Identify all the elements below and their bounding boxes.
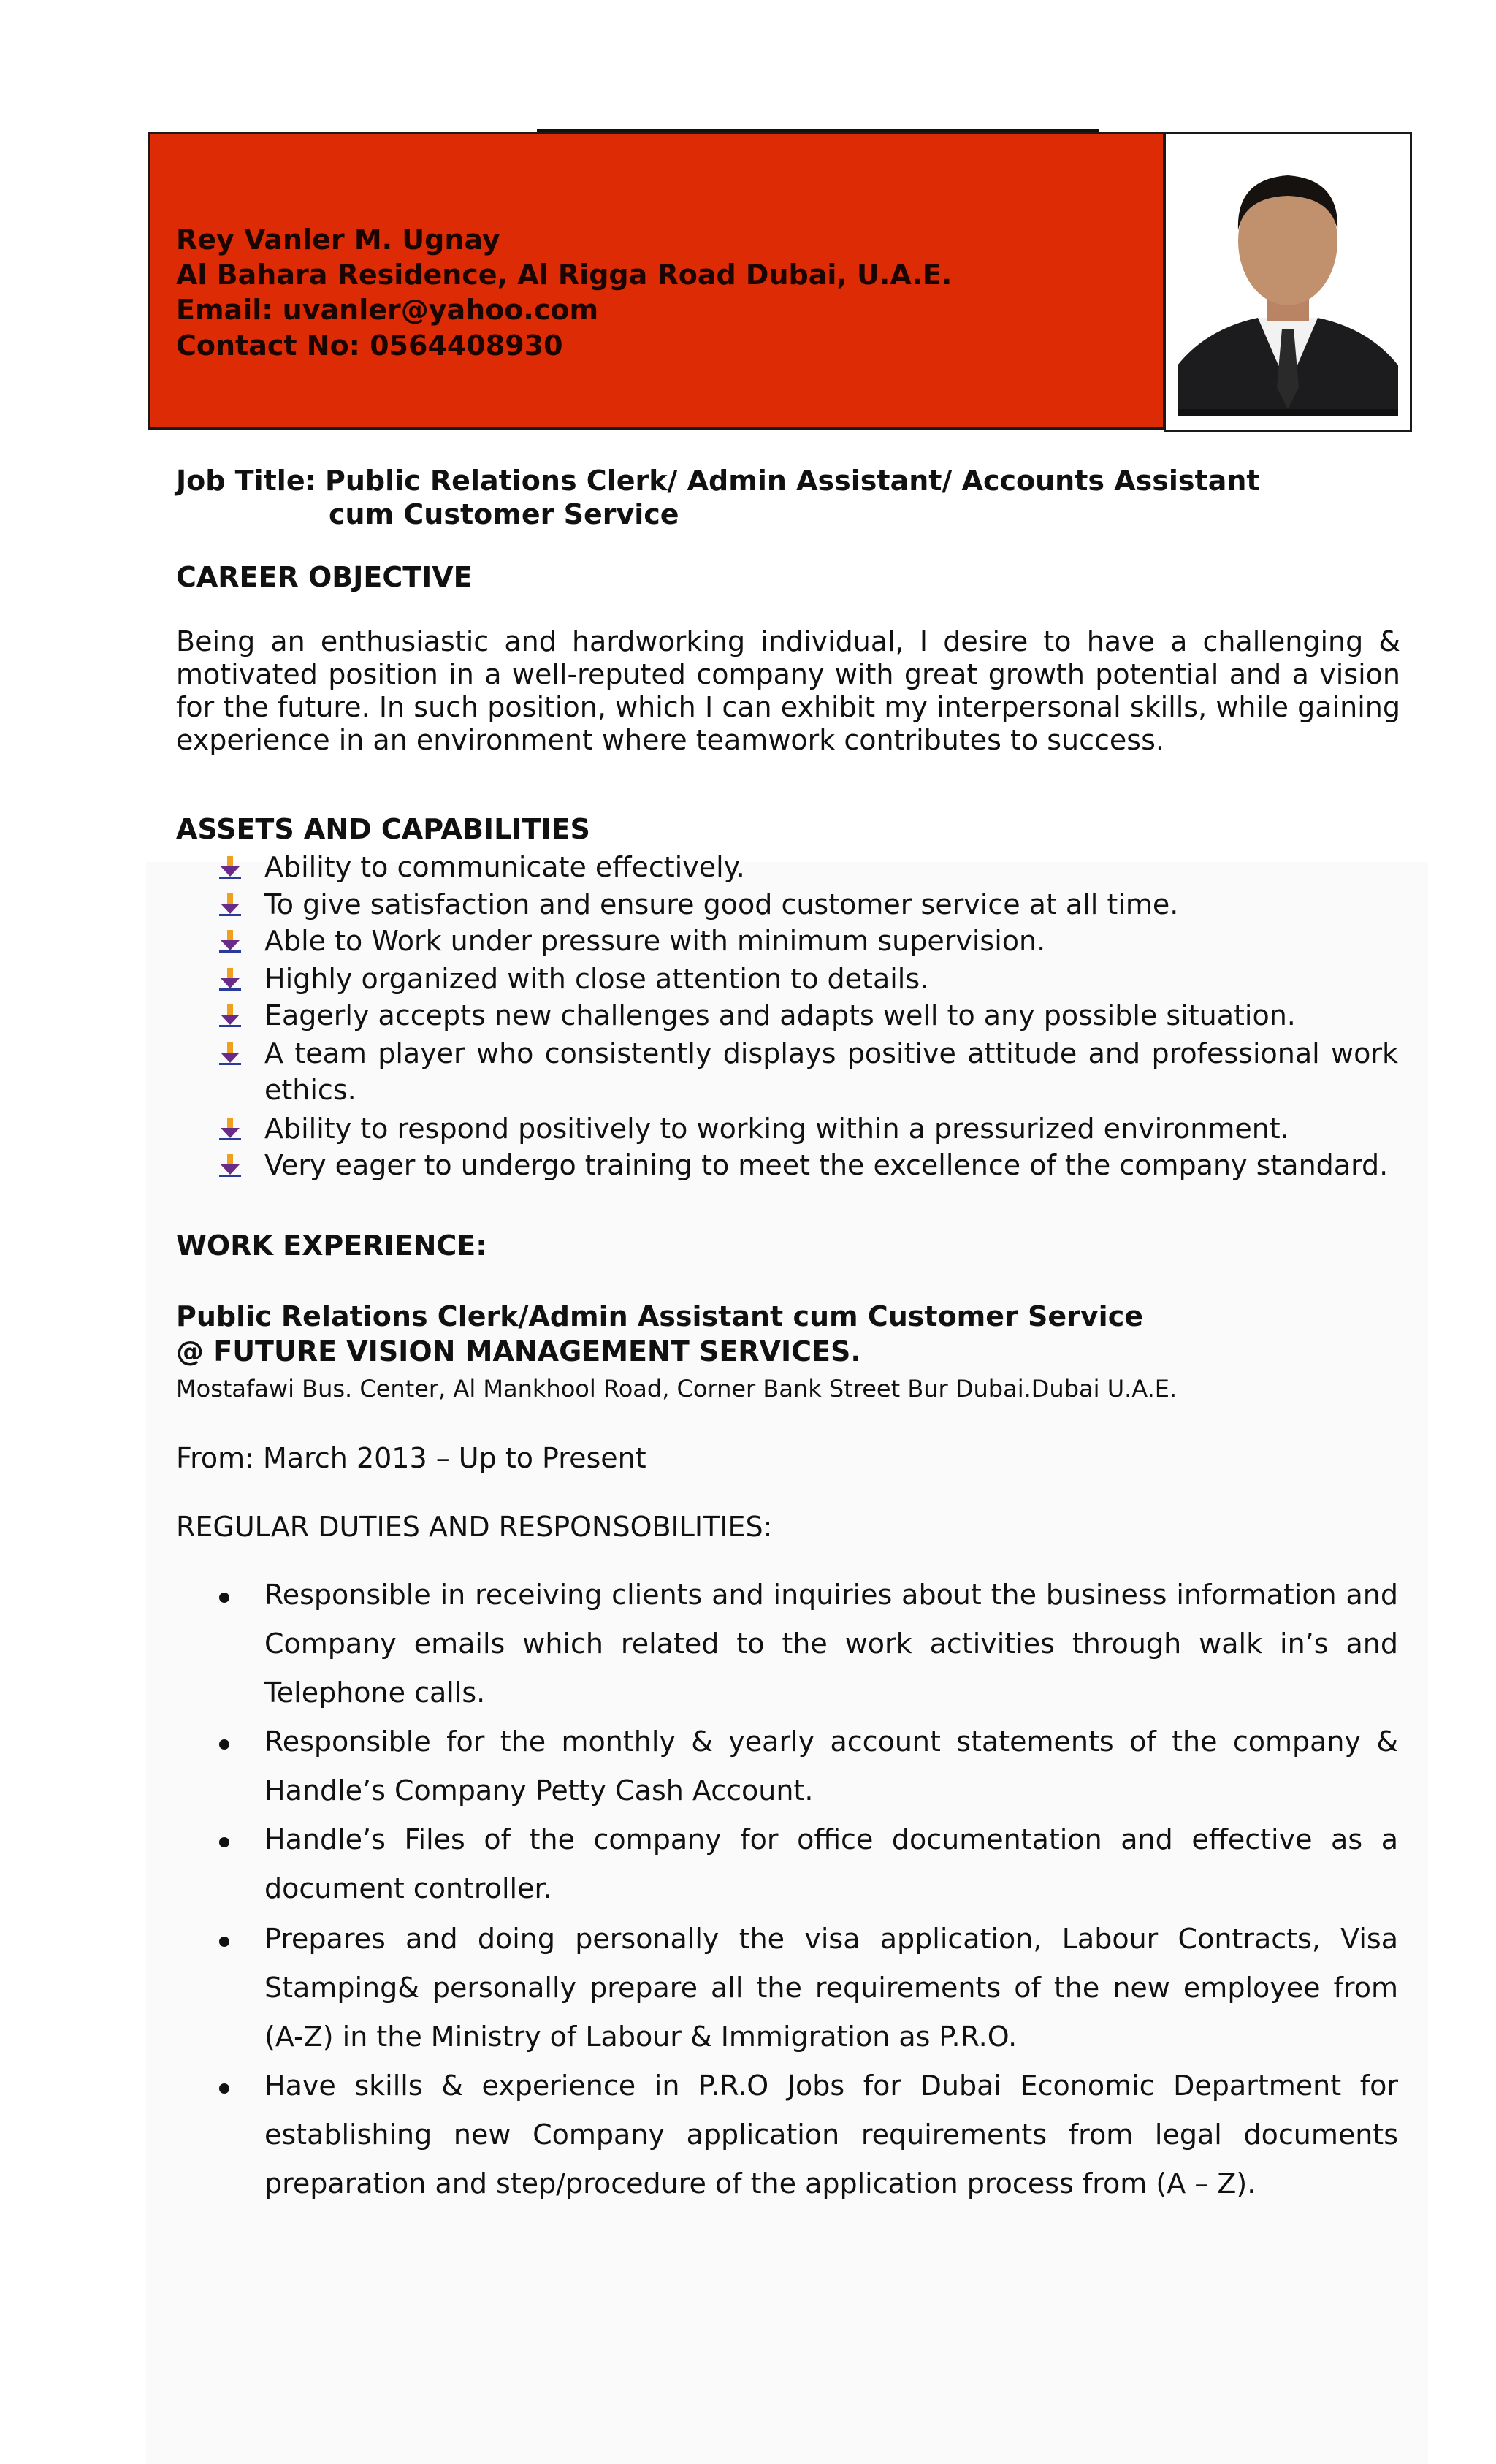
applicant-contact: Contact No: 0564408930 [176,329,563,362]
arrow-bullet-icon [218,1003,243,1028]
job-title-line-1: Public Relations Clerk/ Admin Assistant/ Accounts Assistant [325,465,1260,497]
arrow-bullet-icon [218,1116,243,1141]
work-position: Public Relations Clerk/Admin Assistant cum Customer Service [176,1300,1143,1332]
arrow-bullet-icon [218,855,243,880]
duty-item: Responsible for the monthly & yearly account statements of the company & Handle’s Company Petty Cash Account. [264,1725,1398,1807]
asset-item: Able to Work under pressure with minimum supervision. [264,925,1046,957]
work-company: @ FUTURE VISION MANAGEMENT SERVICES. [176,1335,861,1368]
assets-heading: ASSETS AND CAPABILITIES [176,813,590,845]
bullet-dot-icon [219,1593,229,1603]
asset-item: To give satisfaction and ensure good customer service at all time. [264,888,1179,920]
applicant-name: Rey Vanler M. Ugnay [176,224,500,256]
job-title-line-2: cum Customer Service [329,498,679,530]
arrow-bullet-icon [218,892,243,917]
duty-item: Responsible in receiving clients and inquiries about the business information and Company emails which related to the work activities through walk in’s and Telephone calls. [264,1579,1398,1709]
applicant-address: Al Bahara Residence, Al Rigga Road Dubai, U.A.E. [176,259,953,291]
bullet-dot-icon [219,1937,229,1947]
asset-item: Ability to communicate effectively. [264,851,745,883]
arrow-bullet-icon [218,966,243,991]
duties-heading: REGULAR DUTIES AND RESPONSOBILITIES: [176,1511,773,1543]
bullet-dot-icon [219,1739,229,1750]
work-experience-heading: WORK EXPERIENCE: [176,1229,487,1262]
work-period: From: March 2013 – Up to Present [176,1442,646,1474]
profile-photo [1178,146,1398,416]
asset-item: Eagerly accepts new challenges and adapts well to any possible situation. [264,999,1296,1031]
asset-item: Very eager to undergo training to meet the excellence of the company standard. [264,1149,1389,1181]
job-title-label: Job Title: [176,465,316,497]
arrow-bullet-icon [218,928,243,953]
asset-item: Highly organized with close attention to details. [264,963,929,995]
work-company-address: Mostafawi Bus. Center, Al Mankhool Road, Corner Bank Street Bur Dubai.Dubai U.A.E. [176,1375,1178,1403]
bullet-dot-icon [219,1837,229,1847]
asset-item: Ability to respond positively to working within a pressurized environment. [264,1113,1289,1145]
duty-item: Handle’s Files of the company for office documentation and effective as a document controller. [264,1823,1398,1904]
duty-item: Have skills & experience in P.R.O Jobs for Dubai Economic Department for establishing new Company application requirements from legal documents preparation and step/procedure of the application process from (A – Z). [264,2070,1398,2200]
arrow-bullet-icon [218,1153,243,1178]
profile-photo-frame [1164,132,1412,432]
arrow-bullet-icon [218,1041,243,1066]
applicant-email: Email: uvanler@yahoo.com [176,294,599,326]
asset-item: A team player who consistently displays positive attitude and professional work ethics. [264,1037,1398,1106]
career-objective-heading: CAREER OBJECTIVE [176,561,473,593]
bullet-dot-icon [219,2083,229,2094]
career-objective-text: Being an enthusiastic and hardworking individual, I desire to have a challenging & motivated position in a well-reputed company with great growth potential and a vision for the future. In such position, which I can exhibit my interpersonal skills, while gaining experience in an environment where teamwork contributes to success. [176,625,1400,756]
duty-item: Prepares and doing personally the visa application, Labour Contracts, Visa Stamping& personally prepare all the requirements of the new employee from (A-Z) in the Ministry of Labour & Immigration as P.R.O. [264,1923,1398,2053]
